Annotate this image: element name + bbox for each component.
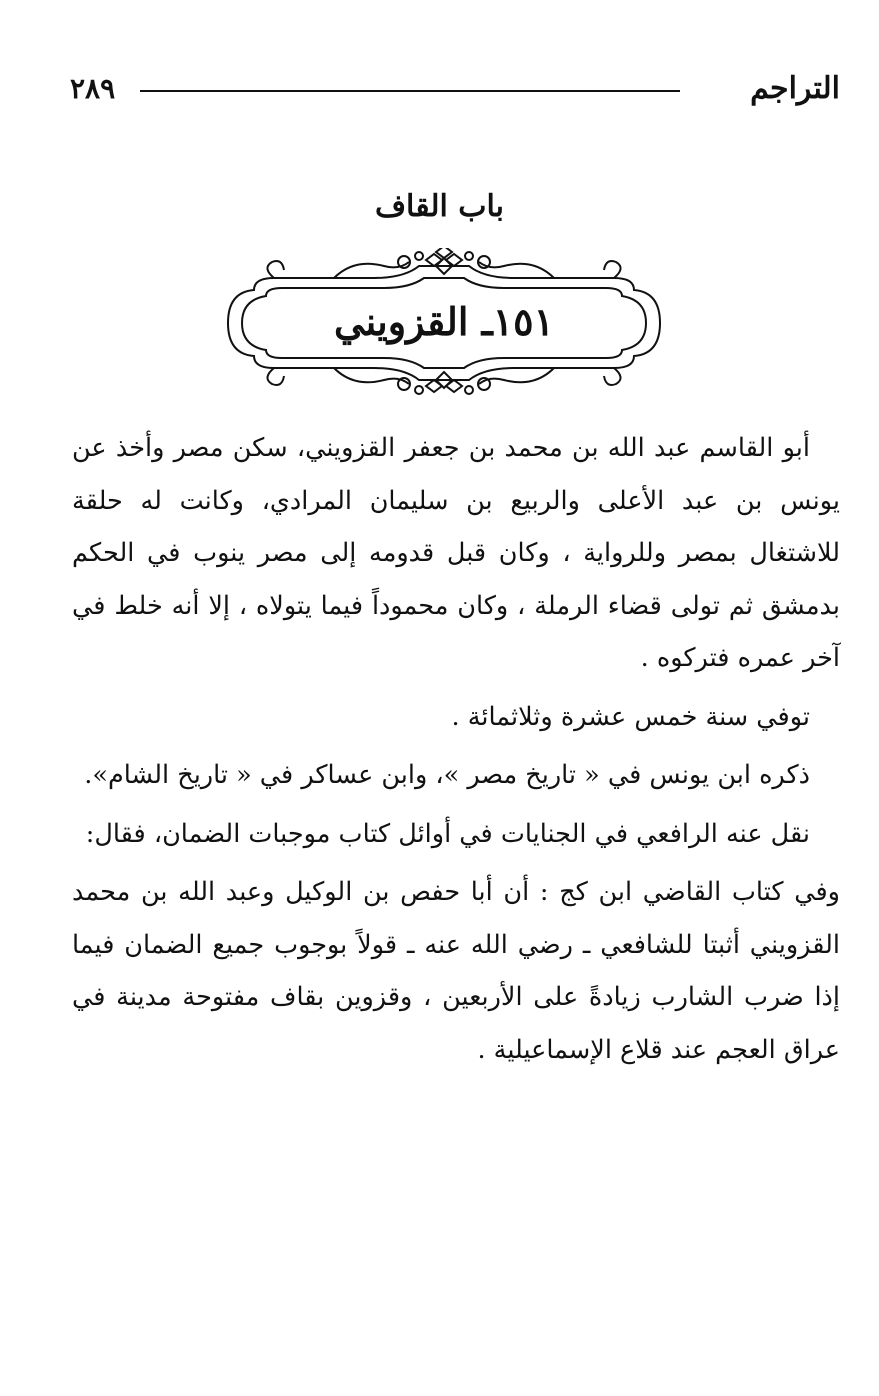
entry-body <box>72 422 840 1082</box>
paragraph-quotation: وفي كتاب القاضي ابن كج : أن أبا حفص بن الوكيل وعبد الله بن محمد القزويني أثبتا للشافعي ـ رضي الله عنه ـ قولاً بوجوب جميع الضمان فيما إذا ضرب الشارب زيادةً على الأربعين ، وقزوين بقاف مفتوحة مدينة في عراق العجم عند قلاع الإسماعيلية . <box>72 877 840 1065</box>
paragraph-death: توفي سنة خمس عشرة وثلاثمائة . <box>451 701 810 732</box>
entry-title-cartouche <box>214 248 674 398</box>
chapter-heading: باب القاف <box>374 189 505 224</box>
header-rule <box>140 90 680 92</box>
entry-title: ١٥١ـ القزويني <box>334 299 554 344</box>
paragraph-rafii: نقل عنه الرافعي في الجنايات في أوائل كتاب موجبات الضمان، فقال: <box>85 818 810 849</box>
paragraph-biography: أبو القاسم عبد الله بن محمد بن جعفر القزويني، سكن مصر وأخذ عن يونس بن عبد الأعلى والربيع بن سليمان المرادي، وكانت له حلقة للاشتغال بمصر وللرواية ، وكان قبل قدومه إلى مصر ينوب في الحكم بدمشق ثم تولى قضاء الرملة ، وكان محموداً فيما يتولاه ، إلا أنه خلط في آخر عمره فتركوه . <box>72 433 840 673</box>
page-number: ٢٨٩ <box>70 72 116 105</box>
paragraph-sources: ذكره ابن يونس في « تاريخ مصر »، وابن عساكر في « تاريخ الشام». <box>84 760 810 790</box>
running-header <box>70 72 840 112</box>
running-section-title: التراجم <box>750 71 840 106</box>
